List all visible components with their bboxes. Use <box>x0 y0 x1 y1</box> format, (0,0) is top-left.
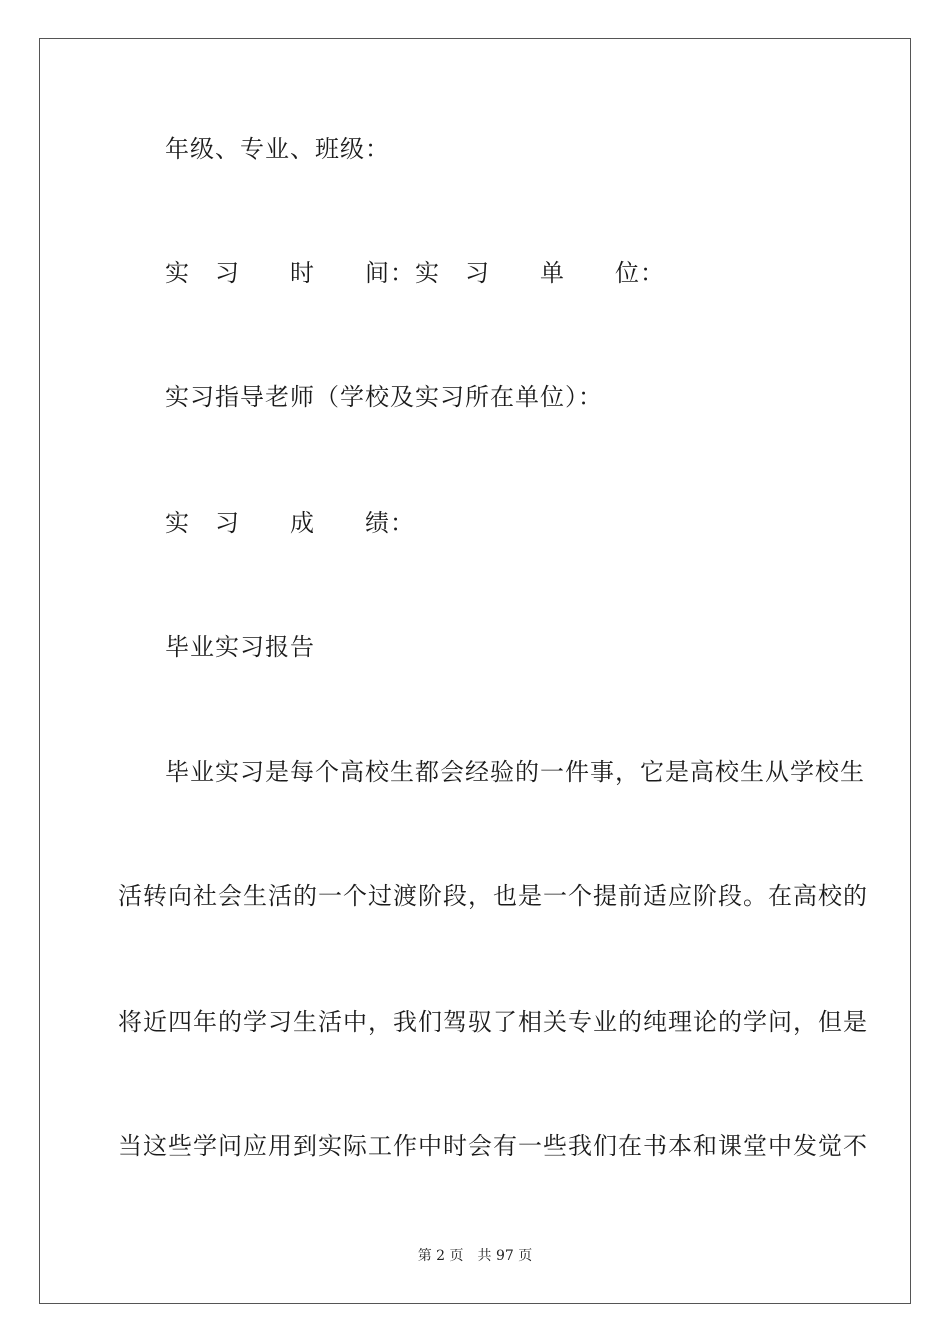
page-number: 第 2 页 <box>417 1248 464 1264</box>
page-total: 共 97 页 <box>477 1248 533 1264</box>
internship-time-unit-label: 实 习 时 间：实 习 单 位： <box>165 259 665 287</box>
page-footer <box>0 1246 950 1266</box>
paragraph-line: 活转向社会生活的一个过渡阶段，也是一个提前适应阶段。在高校的 <box>118 882 868 910</box>
paragraph-line: 将近四年的学习生活中，我们驾驭了相关专业的纯理论的学问，但是 <box>118 1008 868 1036</box>
report-title: 毕业实习报告 <box>165 633 315 661</box>
paragraph-line: 毕业实习是每个高校生都会经验的一件事，它是高校生从学校生 <box>165 758 865 786</box>
internship-grade-label: 实 习 成 绩： <box>165 509 415 537</box>
page-border <box>39 38 911 1304</box>
grade-major-class-label: 年级、专业、班级： <box>165 135 390 163</box>
paragraph-line: 当这些学问应用到实际工作中时会有一些我们在书本和课堂中发觉不 <box>118 1132 868 1160</box>
internship-advisor-label: 实习指导老师（学校及实习所在单位）： <box>165 383 603 411</box>
